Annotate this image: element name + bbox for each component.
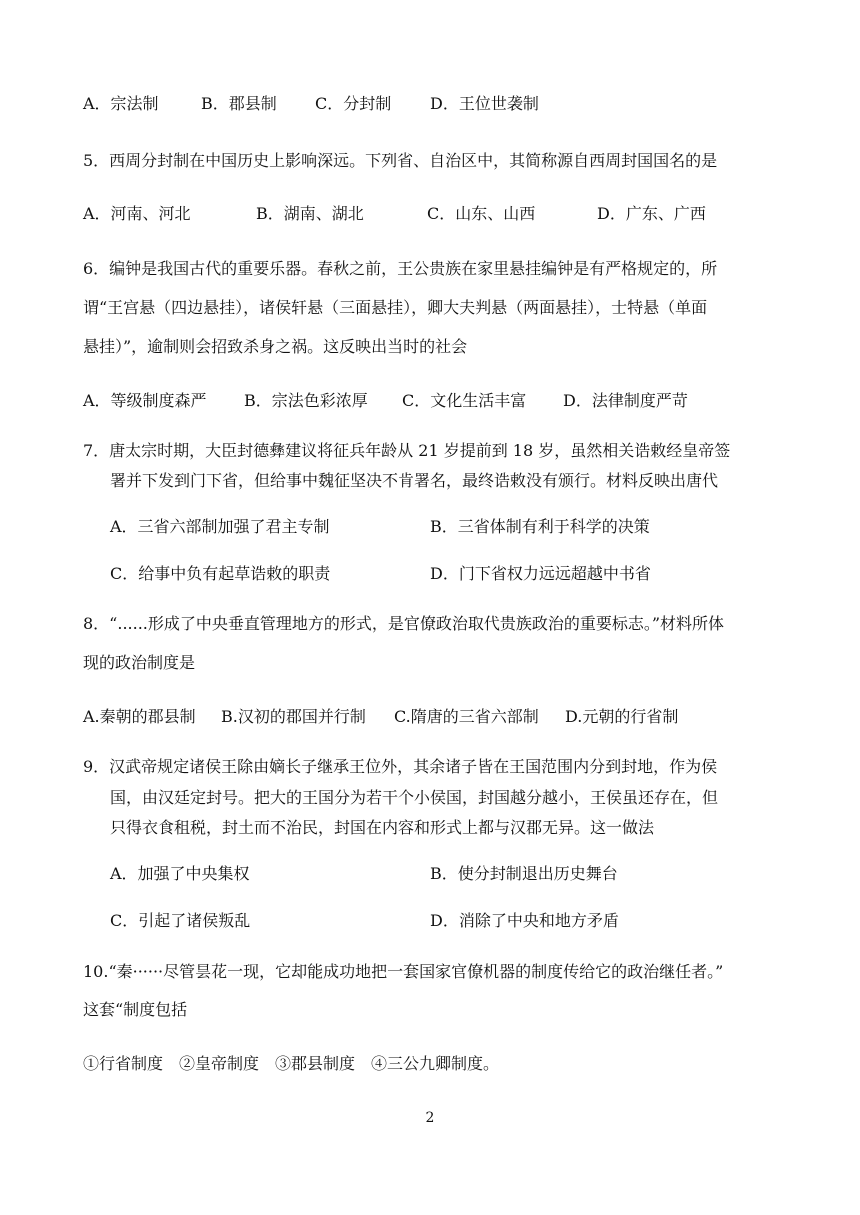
q6-option-c[interactable]: C．文化生活丰富 [402,391,527,410]
q6-stem-line-2: 谓“王宫悬（四边悬挂），诸侯轩悬（三面悬挂），卿大夫判悬（两面悬挂），士特悬（单面 [83,298,708,317]
q10-items: ①行省制度 ②皇帝制度 ③郡县制度 ④三公九卿制度。 [83,1054,500,1073]
q6-option-a[interactable]: A．等级制度森严 [83,391,207,410]
q8-stem-line-2: 现的政治制度是 [83,653,196,672]
q6-stem-line-3: 悬挂）”，逾制则会招致杀身之祸。这反映出当时的社会 [83,337,468,356]
q8-option-a[interactable]: A.秦朝的郡县制 [83,707,196,726]
q9-option-b[interactable]: B．使分封制退出历史舞台 [430,864,618,883]
q8-option-c[interactable]: C.隋唐的三省六部制 [394,707,539,726]
q9-option-d[interactable]: D．消除了中央和地方矛盾 [430,911,619,930]
q8-stem-line-1: 8．“......形成了中央垂直管理地方的形式，是官僚政治取代贵族政治的重要标志。”材料所体 [83,614,725,633]
q10-stem-line-1: 10.“秦······尽管昙花一现，它却能成功地把一套国家官僚机器的制度传给它的政治继任者。” [83,962,724,981]
q4-option-a[interactable]: A．宗法制 [83,94,159,113]
q9-option-a[interactable]: A．加强了中央集权 [110,864,250,883]
q5-option-a[interactable]: A．河南、河北 [83,204,191,223]
q7-option-d[interactable]: D．门下省权力远远超越中书省 [430,564,651,583]
q6-stem-line-1: 6．编钟是我国古代的重要乐器。春秋之前，王公贵族在家里悬挂编钟是有严格规定的，所 [83,259,718,278]
q7-stem-line-2: 署并下发到门下省，但给事中魏征坚决不肯署名，最终诰敕没有颁行。材料反映出唐代 [110,471,719,490]
q4-option-d[interactable]: D．王位世袭制 [430,94,539,113]
q7-option-b[interactable]: B．三省体制有利于科学的决策 [430,517,650,536]
q9-stem-line-2: 国，由汉廷定封号。把大的王国分为若干个小侯国，封国越分越小，王侯虽还存在，但 [110,788,719,807]
q4-option-b[interactable]: B．郡县制 [201,94,277,113]
q5-stem: 5．西周分封制在中国历史上影响深远。下列省、自治区中，其简称源自西周封国国名的是 [83,151,718,170]
q8-option-d[interactable]: D.元朝的行省制 [565,707,679,726]
page-number: 2 [425,1110,435,1126]
q7-option-a[interactable]: A．三省六部制加强了君主专制 [110,517,330,536]
q9-option-c[interactable]: C．引起了诸侯叛乱 [110,911,251,930]
q7-stem-line-1: 7．唐太宗时期，大臣封德彝建议将征兵年龄从 21 岁提前到 18 岁，虽然相关诰敕经皇帝签 [83,441,731,460]
q9-stem-line-1: 9．汉武帝规定诸侯王除由嫡长子继承王位外，其余诸子皆在王国范围内分到封地，作为侯 [83,757,718,776]
q9-stem-line-3: 只得衣食租税，封土而不治民，封国在内容和形式上都与汉郡无异。这一做法 [110,818,655,837]
q6-option-b[interactable]: B．宗法色彩浓厚 [244,391,368,410]
q8-option-b[interactable]: B.汉初的郡国并行制 [221,707,366,726]
q5-option-d[interactable]: D．广东、广西 [597,204,706,223]
q7-option-c[interactable]: C．给事中负有起草诰敕的职责 [110,564,331,583]
q6-option-d[interactable]: D．法律制度严苛 [563,391,688,410]
q5-option-b[interactable]: B．湖南、湖北 [256,204,364,223]
q10-stem-line-2: 这套“制度包括 [83,1000,188,1019]
q5-option-c[interactable]: C．山东、山西 [427,204,536,223]
q4-option-c[interactable]: C．分封制 [315,94,392,113]
